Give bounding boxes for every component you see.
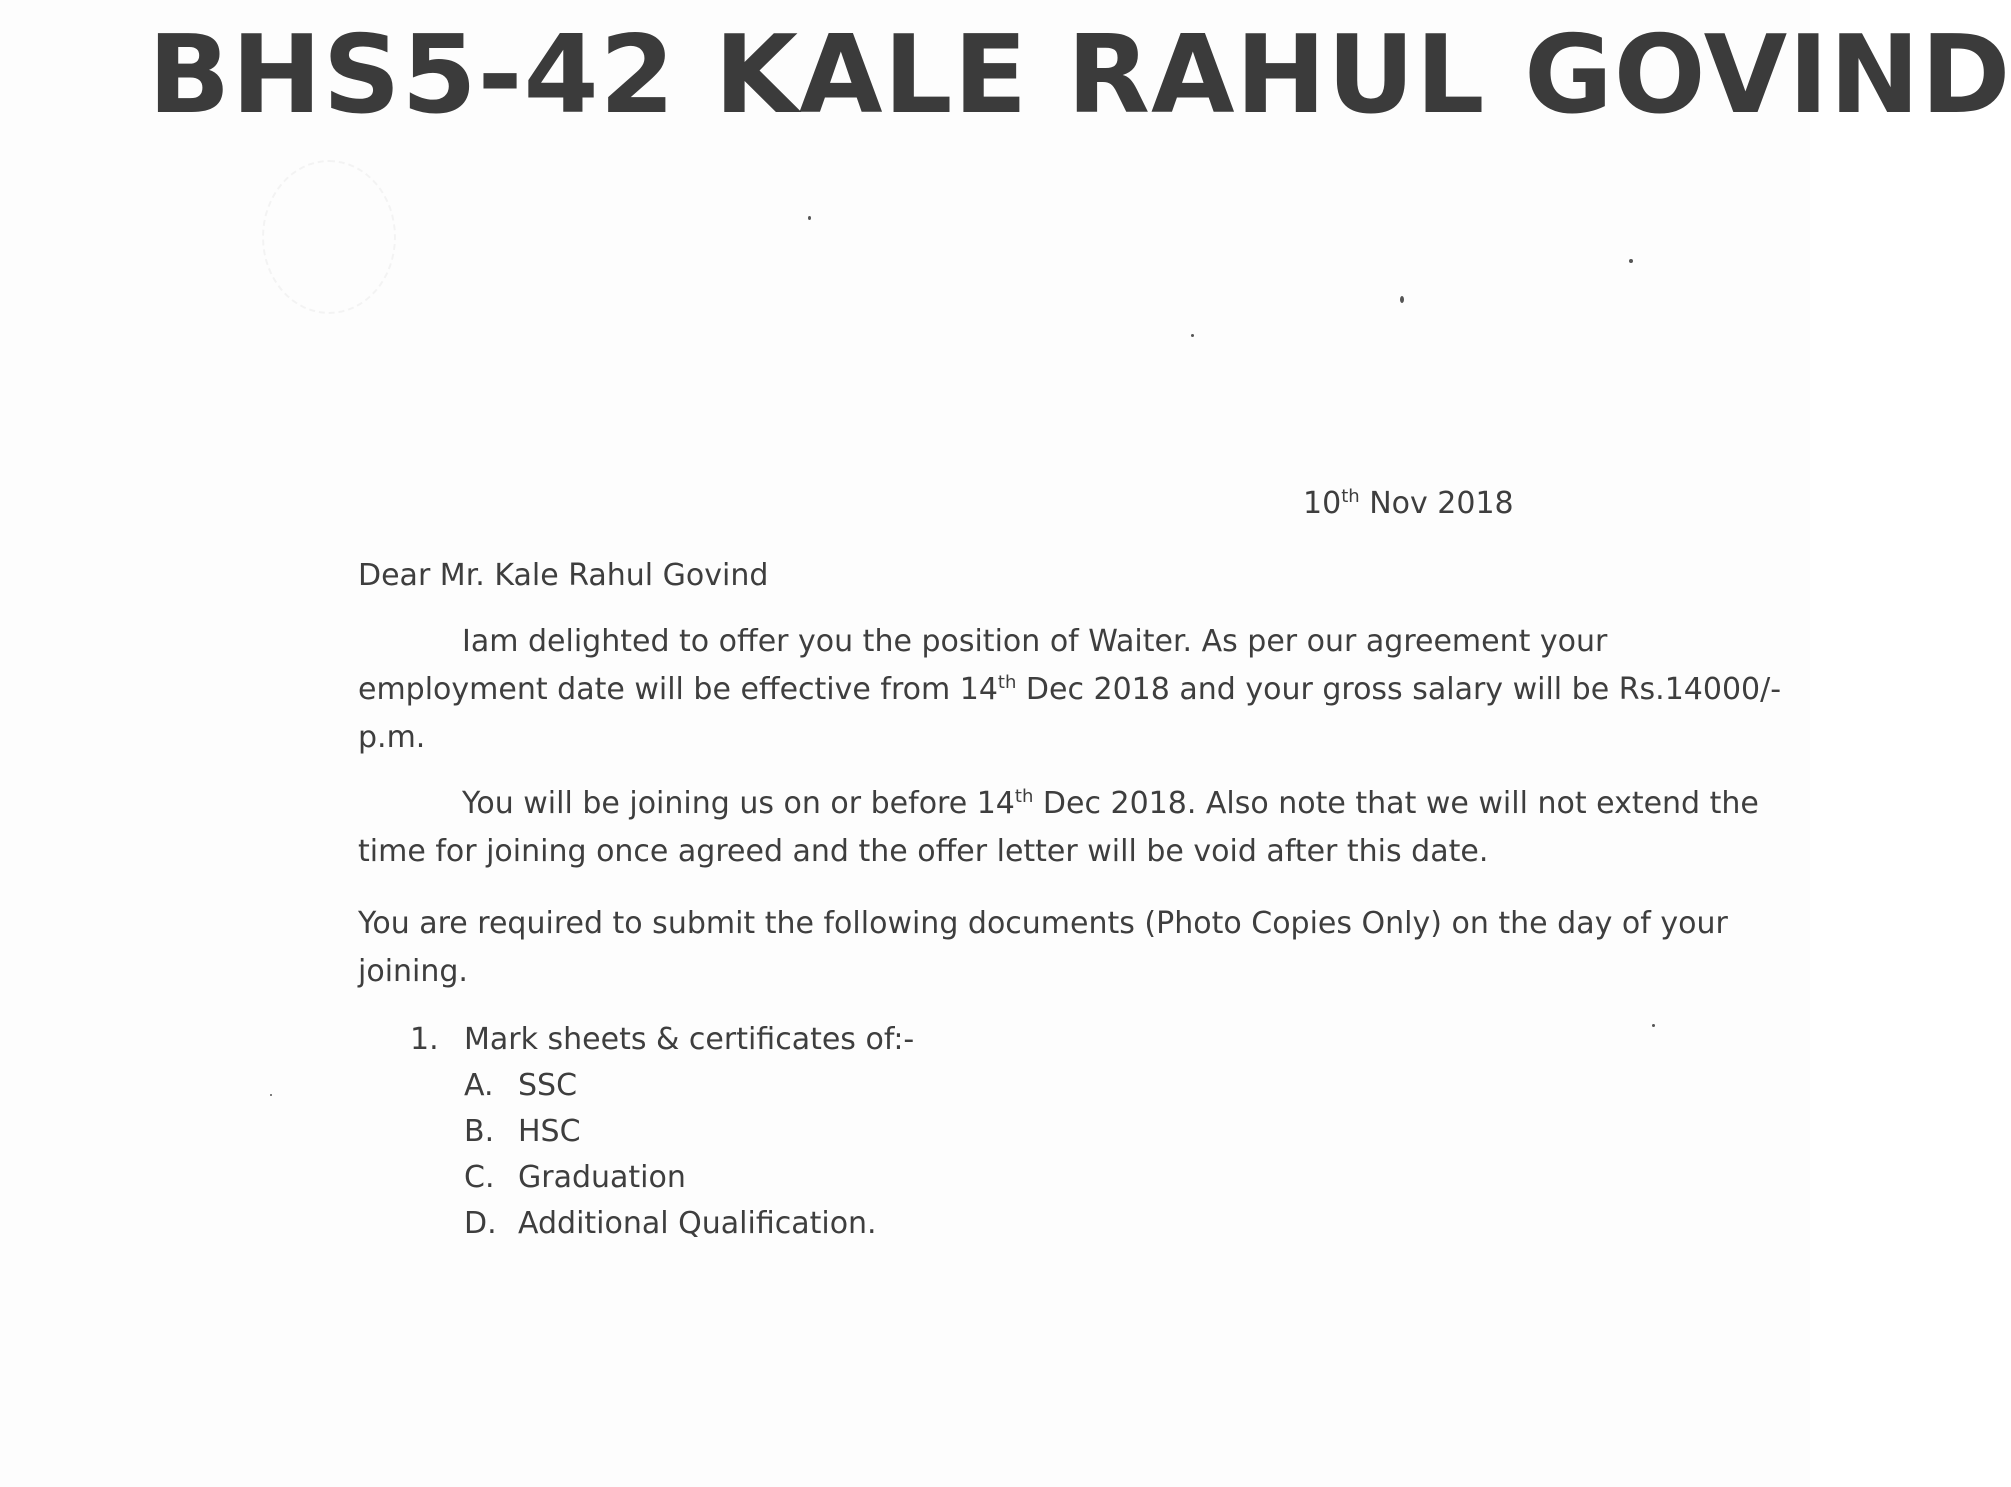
scan-speck bbox=[1652, 1024, 1655, 1027]
sub-item-text: Additional Qualification. bbox=[518, 1206, 877, 1241]
para1-line2-pre: employment date will be effective from 14 bbox=[358, 672, 998, 707]
sub-item-text: SSC bbox=[518, 1068, 578, 1103]
scan-speck bbox=[1191, 334, 1194, 337]
list-item-text: Mark sheets & certificates of:- bbox=[464, 1022, 915, 1057]
salutation: Dear Mr. Kale Rahul Govind bbox=[358, 558, 769, 593]
sub-item-letter: C. bbox=[464, 1160, 495, 1195]
paragraph-1-line-3: p.m. bbox=[358, 720, 426, 755]
para2-line1-pre: You will be joining us on or before 14 bbox=[462, 786, 1015, 821]
para1-line2-post: Dec 2018 and your gross salary will be Rs.14000/- bbox=[1016, 672, 1782, 707]
date-day: 10 bbox=[1303, 486, 1342, 521]
scan-speck bbox=[1400, 296, 1404, 303]
sub-item-text: Graduation bbox=[518, 1160, 686, 1195]
letter-date bbox=[1303, 486, 1514, 522]
sub-item-text: HSC bbox=[518, 1114, 581, 1149]
faint-stamp-mark bbox=[262, 160, 396, 314]
sub-item-letter: B. bbox=[464, 1114, 495, 1149]
date-suffix: th bbox=[1341, 486, 1360, 507]
date-rest: Nov 2018 bbox=[1359, 486, 1514, 521]
paragraph-1-line-2 bbox=[358, 672, 1781, 708]
paragraph-3-line-1: You are required to submit the following documents (Photo Copies Only) on the day of your bbox=[358, 906, 1728, 941]
paragraph-2-line-1 bbox=[462, 786, 1759, 822]
paragraph-3-line-2: joining. bbox=[358, 954, 468, 989]
paragraph-2-line-2: time for joining once agreed and the offer letter will be void after this date. bbox=[358, 834, 1489, 869]
sub-item-letter: A. bbox=[464, 1068, 494, 1103]
scan-speck bbox=[270, 1094, 272, 1096]
scan-speck bbox=[1629, 259, 1633, 263]
sub-item-letter: D. bbox=[464, 1206, 497, 1241]
paragraph-1-line-1: Iam delighted to offer you the position of Waiter. As per our agreement your bbox=[462, 624, 1608, 659]
para1-line2-sup: th bbox=[997, 672, 1017, 693]
header-title: BHS5-42 KALE RAHUL GOVIND bbox=[148, 13, 2011, 138]
para2-line1-sup: th bbox=[1014, 786, 1034, 807]
para2-line1-post: Dec 2018. Also note that we will not extend the bbox=[1033, 786, 1759, 821]
scan-speck bbox=[808, 216, 811, 220]
list-item-number: 1. bbox=[410, 1022, 439, 1057]
